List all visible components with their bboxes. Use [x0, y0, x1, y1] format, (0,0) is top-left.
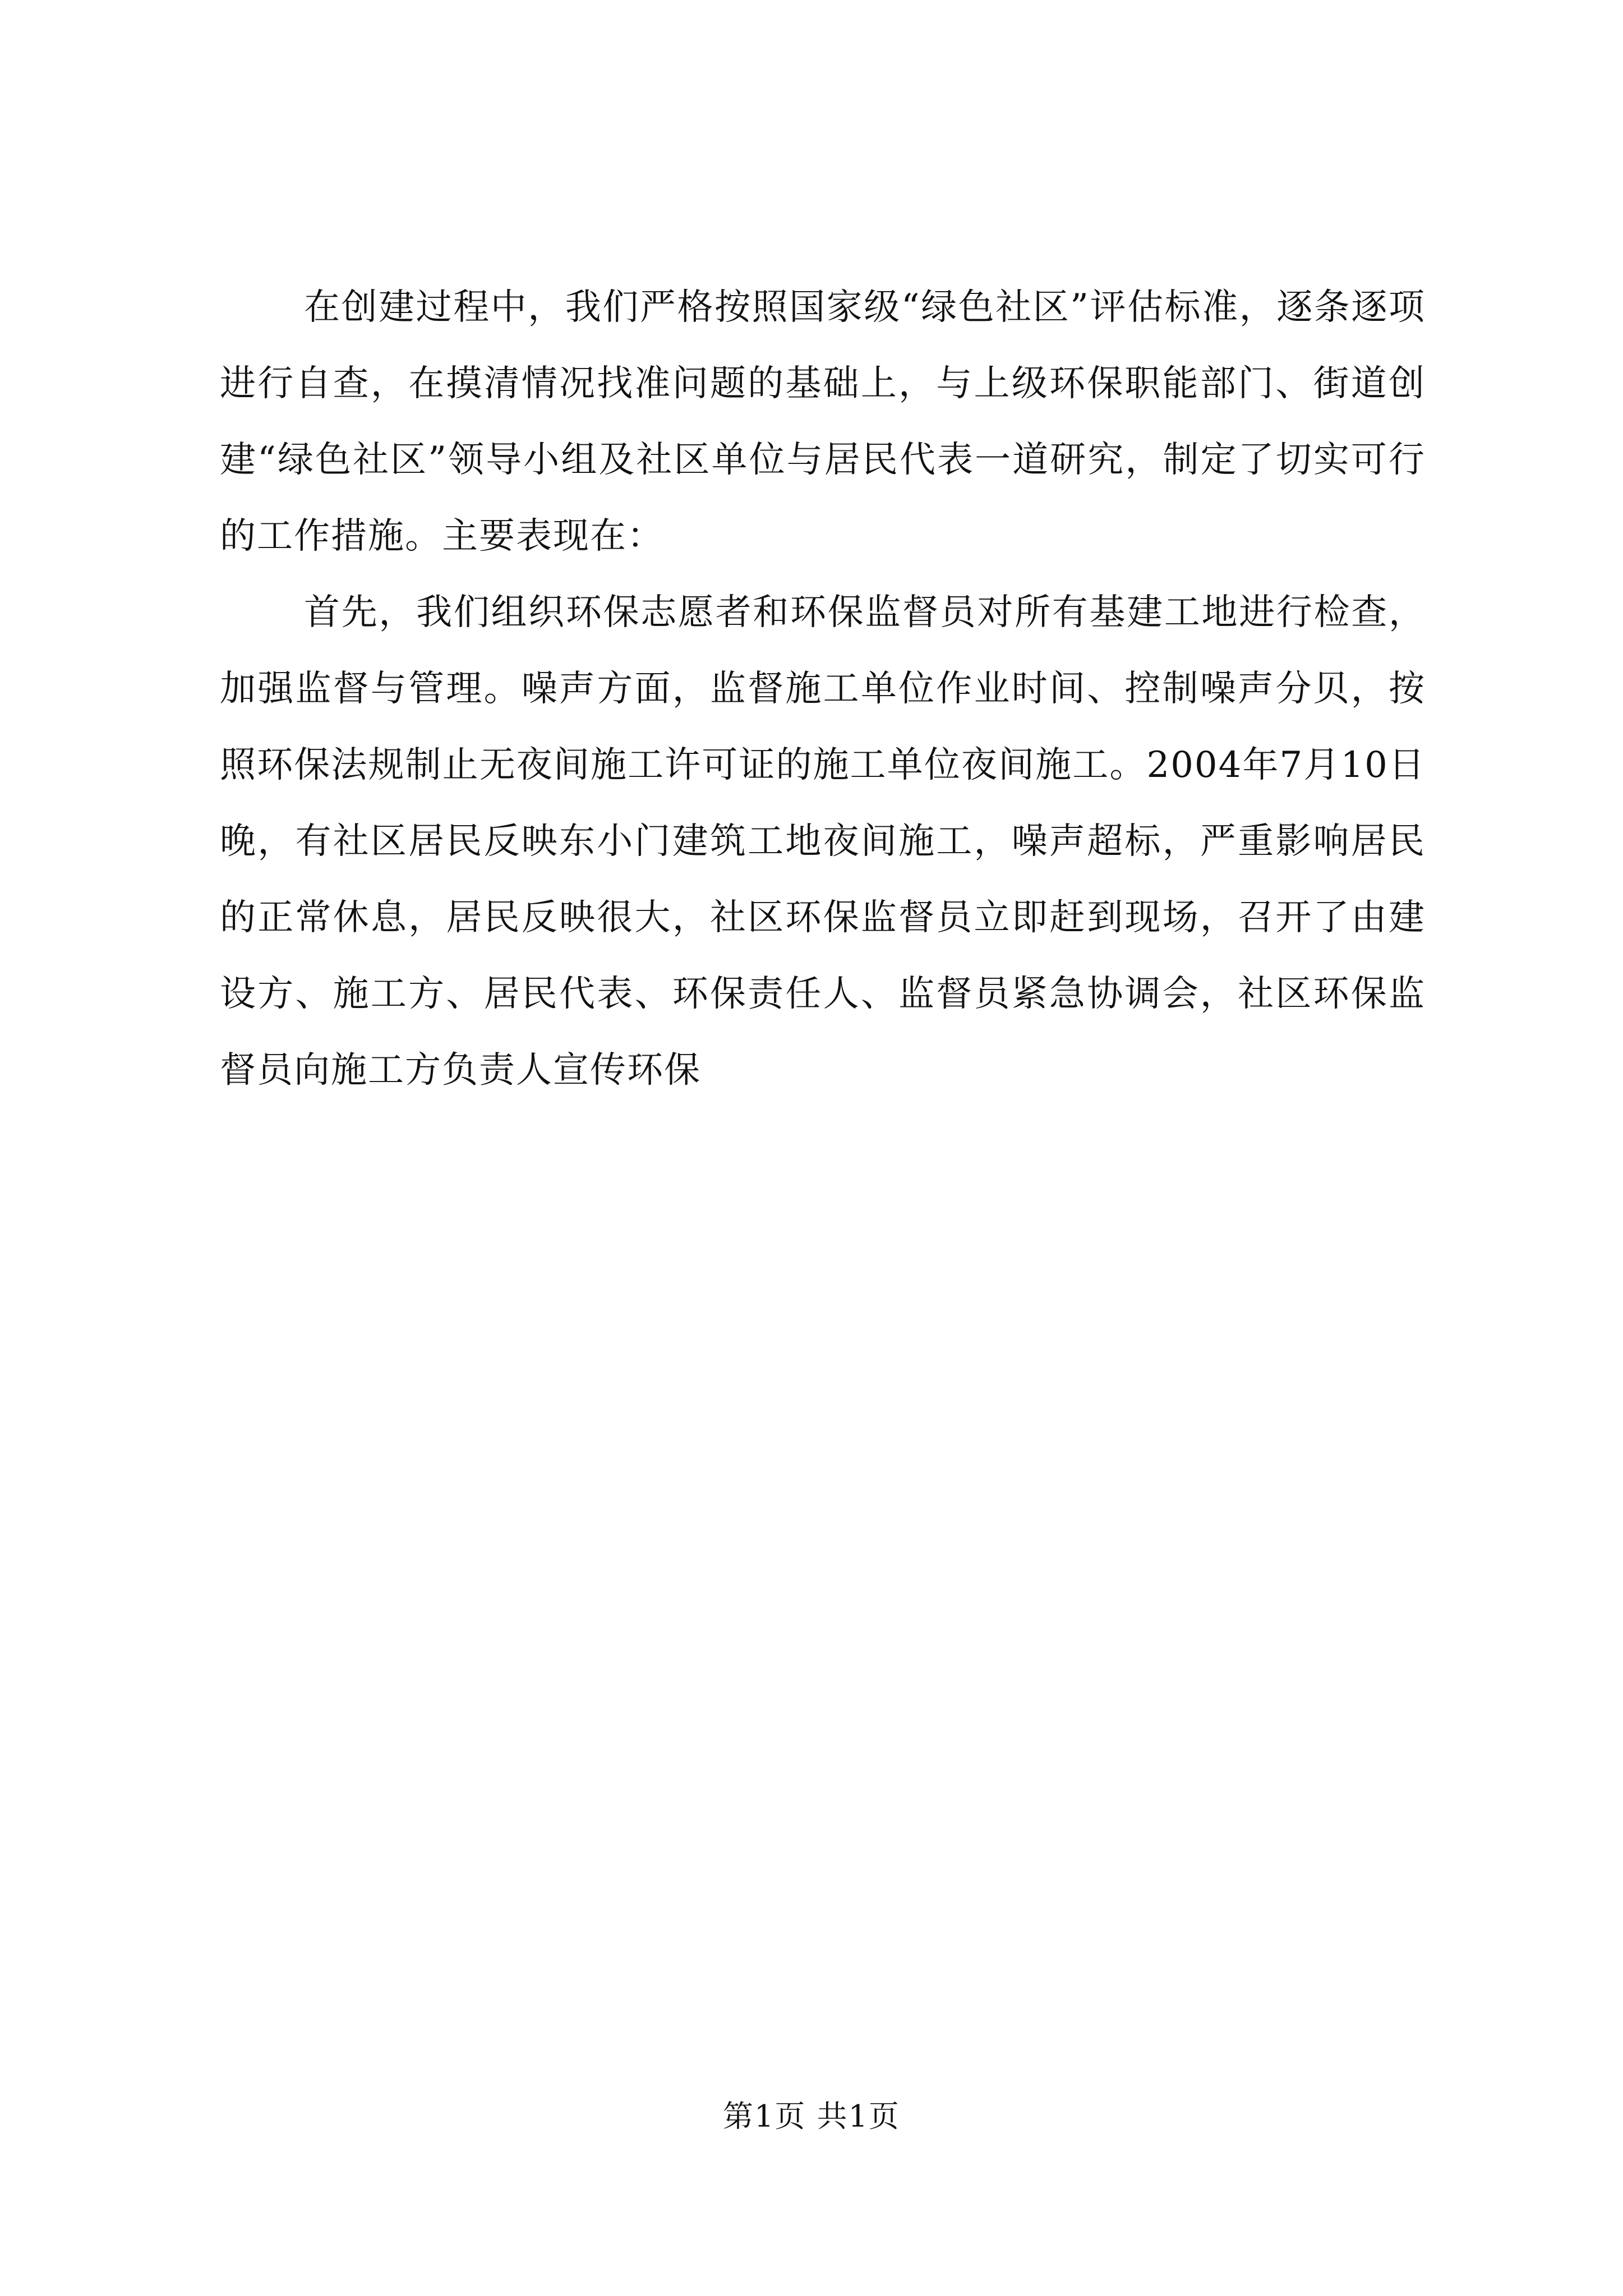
paragraph-1: 在创建过程中，我们严格按照国家级“绿色社区”评估标准，逐条逐项进行自查，在摸清情况找准问题的基础上，与上级环保职能部门、街道创建“绿色社区”领导小组及社区单位与居民代表一道研究，制定了切实可行的工作措施。主要表现在：	[220, 287, 1426, 557]
document-body	[220, 269, 1426, 1108]
paragraph-2: 首先，我们组织环保志愿者和环保监督员对所有基建工地进行检查，加强监督与管理。噪声方面，监督施工单位作业时间、控制噪声分贝，按照环保法规制止无夜间施工许可证的施工单位夜间施工。2004年7月10日晚，有社区居民反映东小门建筑工地夜间施工，噪声超标，严重影响居民的正常休息，居民反映很大，社区环保监督员立即赶到现场，召开了由建设方、施工方、居民代表、环保责任人、监督员紧急协调会，社区环保监督员向施工方负责人宣传环保	[220, 592, 1426, 1091]
page-footer: 第1页 共1页	[723, 2099, 900, 2134]
